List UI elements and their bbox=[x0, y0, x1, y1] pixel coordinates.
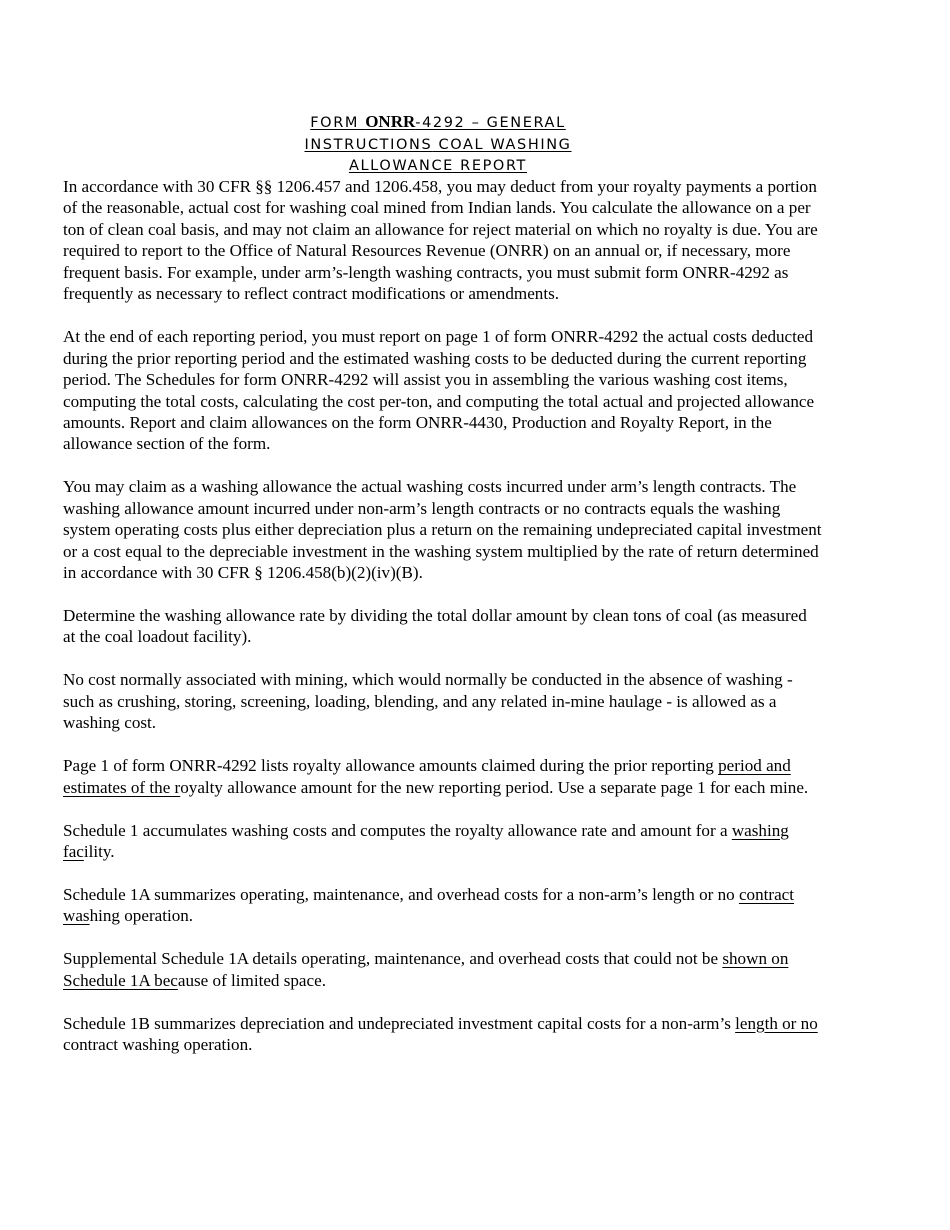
paragraph-schedule-1a-underlined: contract was bbox=[63, 884, 794, 926]
paragraph-schedule-1-rest: ility. bbox=[83, 841, 115, 861]
title-onrr: ONRR bbox=[365, 112, 416, 131]
title-allowance-report: ALLOWANCE REPORT bbox=[348, 158, 528, 174]
page-title bbox=[0, 111, 876, 178]
title-form-prefix: FORM bbox=[310, 115, 366, 131]
paragraph-supplemental-1a-rest: ause of limited space. bbox=[177, 970, 326, 990]
title-line-1 bbox=[0, 111, 876, 135]
paragraph-allowance-rate: Determine the washing allowance rate by dividing the total dollar amount by clean tons of coal (as measured at the coal loadout facility). bbox=[63, 606, 807, 647]
paragraph-schedule-1b-rest: contract washing operation. bbox=[63, 1034, 253, 1054]
paragraph-page-1-underlined: period and estimates of the r bbox=[63, 756, 791, 797]
title-form-number: -4292 – GENERAL bbox=[415, 115, 566, 131]
instructions-body bbox=[63, 176, 823, 1077]
title-instructions: INSTRUCTIONS bbox=[304, 136, 433, 153]
paragraph-page-1-text: Page 1 of form ONRR-4292 lists royalty allowance amounts claimed during the prior reporting bbox=[63, 756, 719, 776]
paragraph-schedule-1-underlined: washing fac bbox=[63, 820, 789, 861]
paragraph-arms-length: You may claim as a washing allowance the actual washing costs incurred under arm’s length contracts. The washing allowance amount incurred under non-arm’s length contracts or no contracts equals the washing system operating costs plus either depreciation plus a return on the remaining undepreciated capital investment or a cost equal to the depreciable investment in the washing system multiplied by the rate of return determined in accordance with 30 CFR § 1206.458(b)(2)(iv)(B). bbox=[63, 477, 822, 583]
paragraph-schedule-1b bbox=[63, 1013, 823, 1056]
paragraph-schedule-1b-underlined: length or no bbox=[735, 1013, 818, 1033]
paragraph-schedule-1a-rest: hing operation. bbox=[89, 906, 194, 926]
paragraph-cfr-deduction: In accordance with 30 CFR §§ 1206.457 and 1206.458, you may deduct from your royalty payments a portion of the reasonable, actual cost for washing coal mined from Indian lands. You calculate the allowance on a per ton of clean coal basis, and may not claim an allowance for reject material on which no royalty is due. You are required to report to the Office of Natural Resources Revenue (ONRR) on an annual or, if necessary, more frequent basis. For example, under arm’s-length washing contracts, you must submit form ONRR-4292 as frequently as necessary to reflect contract modifications or amendments. bbox=[63, 177, 818, 304]
paragraph-reporting-period: At the end of each reporting period, you must report on page 1 of form ONRR-4292 the actual costs deducted during the prior reporting period and the estimated washing costs to be deducted during the current reporting period. The Schedules for form ONRR-4292 will assist you in assembling the various washing cost items, computing the total costs, calculating the cost per-ton, and computing the total actual and projected allowance amounts. Report and claim allowances on the form ONRR-4430, Production and Royalty Report, in the allowance section of the form. bbox=[63, 327, 815, 454]
paragraph-schedule-1 bbox=[63, 820, 823, 863]
paragraph-supplemental-1a bbox=[63, 948, 823, 991]
paragraph-schedule-1a bbox=[63, 884, 823, 927]
paragraph-supplemental-1a-text: Supplemental Schedule 1A details operating, maintenance, and overhead costs that could not be bbox=[63, 949, 723, 969]
paragraph-page-1 bbox=[63, 755, 823, 798]
title-line-3 bbox=[0, 156, 876, 178]
paragraph-schedule-1b-text: Schedule 1B summarizes depreciation and undepreciated investment capital costs for a non-arm’s bbox=[63, 1013, 736, 1033]
paragraph-supplemental-1a-underlined: shown on Schedule 1A bec bbox=[63, 949, 789, 990]
title-coal-washing: COAL WASHING bbox=[432, 136, 572, 153]
title-line-2 bbox=[0, 135, 876, 157]
paragraph-mining-costs: No cost normally associated with mining, which would normally be conducted in the absence of washing - such as crushing, storing, screening, loading, blending, and any related in-mine haulage - is allowed as a washing cost. bbox=[63, 670, 793, 733]
paragraph-schedule-1-text: Schedule 1 accumulates washing costs and computes the royalty allowance rate and amount for a bbox=[63, 820, 732, 840]
paragraph-schedule-1a-text: Schedule 1A summarizes operating, maintenance, and overhead costs for a non-arm’s length or no bbox=[63, 884, 739, 904]
paragraph-page-1-rest: oyalty allowance amount for the new reporting period. Use a separate page 1 for each mine. bbox=[180, 777, 809, 797]
